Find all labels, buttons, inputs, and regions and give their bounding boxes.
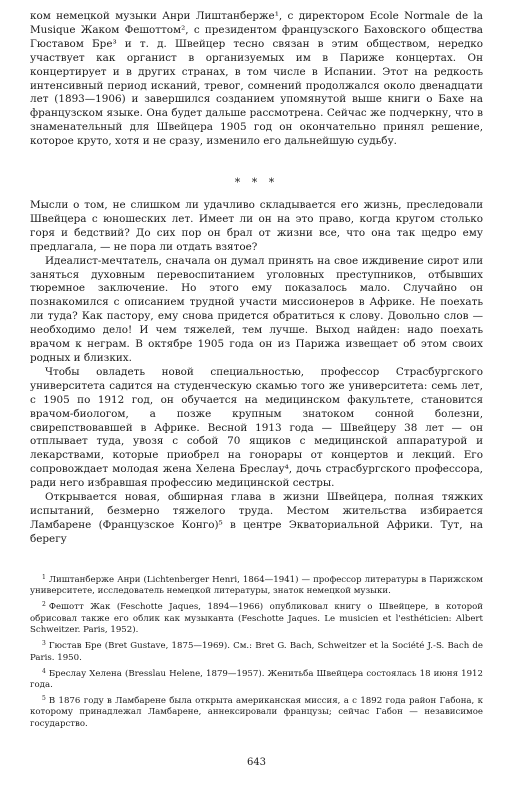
footnote-number: 3 bbox=[42, 640, 46, 648]
section-separator: * * * bbox=[234, 176, 279, 189]
footnote bbox=[30, 638, 483, 664]
footnote bbox=[30, 693, 483, 730]
paragraph: ком немецкой музыки Анри Лиштанберже¹, с директором Ecole Normale de la Musique Жаком Фешоттом², с президентом французского Баховского общества Гюставом Бре³ и т. д. Швейцер тесно связан в этим обществом, нередко участвует как органист в организуемых им в Париже концертах. Он концертирует и в других странах, в том числе в Испании. Этот на редкость интенсивный период исканий, тревог, сомнений продолжался около двенадцати лет (1893—1906) и завершился созданием упомянутой выше книги о Бахе на французском языке. Она будет дальше рассмотрена. Сейчас же подчеркну, что в знаменательный для Швейцера 1905 год он окончательно принял решение, которое круто, хотя и не сразу, изменило его дальнейшую судьбу. bbox=[30, 10, 483, 148]
page-number: 643 bbox=[246, 757, 267, 768]
footnote-text: Бреслау Хелена (Bresslau Helene, 1879—1957). Женитьба Швейцера состоялась 18 июня 1912 года. bbox=[30, 668, 483, 691]
main-text-top bbox=[30, 10, 483, 149]
paragraph: Идеалист-мечтатель, сначала он думал принять на свое иждивение сирот или заняться духовным перевоспитанием уголовных преступников, отбывших тюремное заключение. Но этого ему показалось мало. Случайно он познакомился с описанием трудной участи миссионеров в Африке. Не поехать ли туда? Как пастору, ему снова придется обратиться к слову. Довольно слов — необходимо дело! И чем тяжелей, тем лучше. Выход найден: надо поехать врачом к неграм. В октябре 1905 года он из Парижа извещает об этом своих родных и близких. bbox=[30, 254, 483, 364]
footnote-number: 1 bbox=[42, 574, 46, 581]
footnotes bbox=[30, 572, 483, 732]
main-text-bottom bbox=[30, 199, 483, 547]
footnote-number: 2 bbox=[42, 601, 46, 609]
paragraph: Мысли о том, не слишком ли удачливо складывается его жизнь, преследовали Швейцера с юношеских лет. Имеет ли он на это право, когда кругом столько горя и бедствий? До сих пор он брал от жизни все, что она так щедро ему предлагала, — не пора ли отдать взятое? bbox=[30, 199, 483, 253]
footnote-text: Фешотт Жак (Feschotte Jaques, 1894—1966) опубликовал книгу о Швейцере, в которой обрисовал также его облик как музыканта (Feschotte Jaques. Le musicien et l'esthéticien: Albert Schweitzer. Paris, 1952). bbox=[30, 602, 483, 636]
paragraph: Открывается новая, обширная глава в жизни Швейцера, полная тяжких испытаний, безмерно тяжелого труда. Местом жительства избирается Ламбарене (Французское Конго)⁵ в центре Экваториальной Африки. Тут, на берегу bbox=[30, 491, 483, 545]
footnote-text: Гюстав Бре (Bret Gustave, 1875—1969). См.: Bret G. Bach, Schweitzer et la Société J.-S. Bach de Paris. 1950. bbox=[30, 641, 483, 663]
footnote-number: 5 bbox=[42, 695, 46, 703]
footnote bbox=[30, 599, 483, 636]
paragraph: Чтобы овладеть новой специальностью, профессор Страсбургского университета садится на студенческую скамью того же университета: семь лет, с 1905 по 1912 год, он обучается на медицинском факультете, становится врачом-биологом, а позже крупным знатоком сонной болезни, свирепствовавшей в Африке. Весной 1913 года — Швейцеру 38 лет — он отплывает туда, увозя с собой 70 ящиков с медицинской аппаратурой и лекарствами, которые приобрел на гонорары от концертов и лекций. Его сопровождает молодая жена Хелена Бреслау⁴, дочь страсбургского профессора, ради него избравшая профессию медицинской сестры. bbox=[30, 365, 483, 490]
footnote-text: Лиштанберже Анри (Lichtenberger Henri, 1864—1941) — профессор литературы в Парижском университете, исследователь немецкой литературы, знаток немецкой музыки. bbox=[30, 575, 483, 597]
footnote-text: В 1876 году в Ламбарене была открыта американская миссия, а с 1892 года район Габона, к которому принадлежал Ламбарене, аннексировали французы; сейчас Габон — независимое государство. bbox=[30, 696, 483, 729]
footnote-number: 4 bbox=[42, 667, 46, 675]
footnote bbox=[30, 572, 483, 598]
footnote bbox=[30, 666, 483, 692]
